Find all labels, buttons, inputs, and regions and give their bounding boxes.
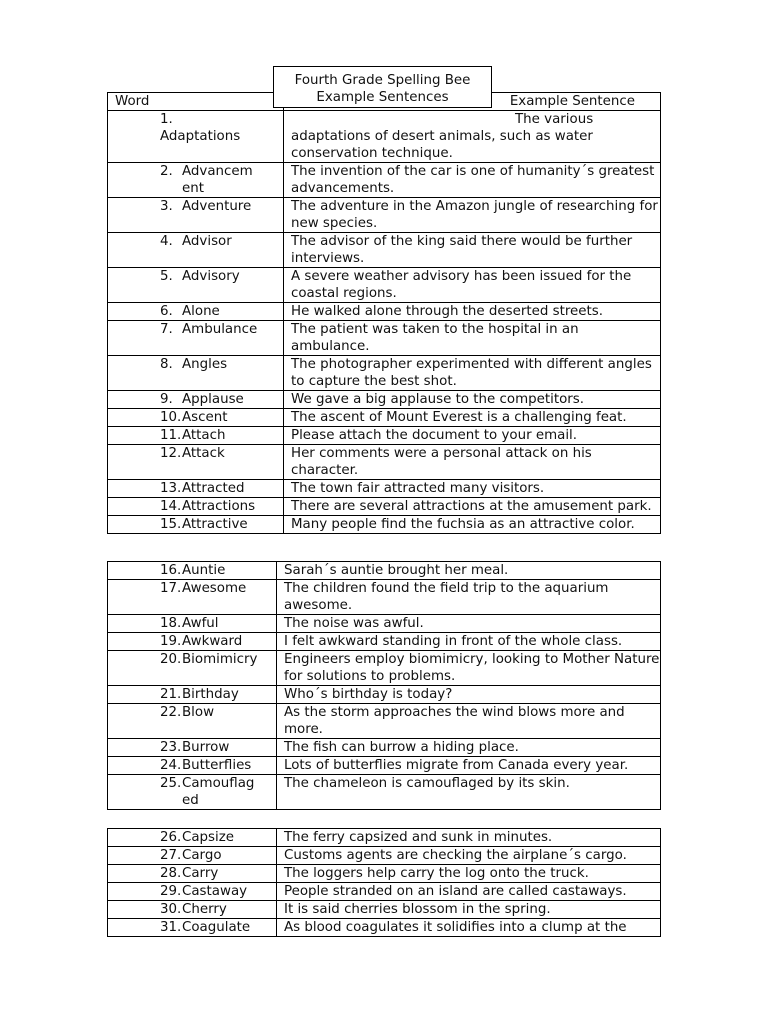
spelling-table-1-body xyxy=(108,93,661,534)
table-row xyxy=(108,865,661,883)
spelling-word: Adaptations xyxy=(160,129,241,144)
spelling-word: Attack xyxy=(182,446,225,461)
example-sentence: The ascent of Mount Everest is a challenging feat. xyxy=(291,410,627,425)
word-number: 2. xyxy=(160,164,173,179)
sentence-cell xyxy=(284,480,661,498)
word-cell xyxy=(108,268,284,303)
sentence-cell xyxy=(277,919,661,937)
sentence-cell xyxy=(277,829,661,847)
sentence-cell xyxy=(284,233,661,268)
word-cell xyxy=(108,901,277,919)
table-row xyxy=(108,391,661,409)
spelling-word: Coagulate xyxy=(182,920,251,935)
table-row xyxy=(108,580,661,615)
document-title-box xyxy=(273,66,492,108)
word-number: 31. xyxy=(160,920,182,935)
word-cell xyxy=(108,163,284,198)
word-number: 17. xyxy=(160,581,182,596)
word-number: 5. xyxy=(160,269,173,284)
example-sentence-start: The various xyxy=(515,112,594,127)
table-row xyxy=(108,480,661,498)
sentence-cell xyxy=(277,775,661,810)
word-cell xyxy=(108,775,277,810)
example-sentence: The photographer experimented with different angles to capture the best shot. xyxy=(291,357,652,389)
spelling-table-2-body xyxy=(108,562,661,810)
sentence-cell xyxy=(284,498,661,516)
word-number: 14. xyxy=(160,499,182,514)
word-number: 27. xyxy=(160,848,182,863)
word-number: 13. xyxy=(160,481,182,496)
sentence-cell xyxy=(277,757,661,775)
example-sentence: Her comments were a personal attack on his character. xyxy=(291,446,592,478)
spelling-word: Ascent xyxy=(182,410,228,425)
example-sentence: I felt awkward standing in front of the whole class. xyxy=(284,634,623,649)
sentence-cell xyxy=(277,739,661,757)
example-sentence: The patient was taken to the hospital in an ambulance. xyxy=(291,322,579,354)
table-row xyxy=(108,233,661,268)
sentence-cell xyxy=(284,198,661,233)
word-cell xyxy=(108,615,277,633)
table-row xyxy=(108,445,661,480)
table-row xyxy=(108,268,661,303)
word-number: 22. xyxy=(160,705,182,720)
table-row xyxy=(108,356,661,391)
word-number: 6. xyxy=(160,304,173,319)
sentence-cell xyxy=(277,633,661,651)
word-number: 12. xyxy=(160,446,182,461)
spelling-word: Angles xyxy=(182,357,228,372)
sentence-cell xyxy=(284,268,661,303)
sentence-cell xyxy=(284,321,661,356)
word-number: 21. xyxy=(160,687,182,702)
word-cell xyxy=(108,111,284,163)
example-sentence: We gave a big applause to the competitors. xyxy=(291,392,585,407)
table-row xyxy=(108,704,661,739)
example-sentence: Lots of butterflies migrate from Canada every year. xyxy=(284,758,629,773)
word-number: 29. xyxy=(160,884,182,899)
word-number: 4. xyxy=(160,234,173,249)
spelling-word: Attractions xyxy=(182,499,256,514)
table-row xyxy=(108,516,661,534)
example-sentence: The invention of the car is one of humanity´s greatest advancements. xyxy=(291,164,655,196)
example-sentence: adaptations of desert animals, such as water conservation technique. xyxy=(291,129,593,161)
word-number: 15. xyxy=(160,517,182,532)
word-cell xyxy=(108,883,277,901)
word-number: 1. xyxy=(160,112,173,127)
table-row xyxy=(108,847,661,865)
example-sentence: Customs agents are checking the airplane´s cargo. xyxy=(284,848,627,863)
sentence-cell xyxy=(277,562,661,580)
table-row xyxy=(108,427,661,445)
example-sentence: The chameleon is camouflaged by its skin. xyxy=(284,776,570,791)
sentence-cell xyxy=(277,901,661,919)
spelling-word: Advancement xyxy=(182,164,253,196)
spelling-word: Cherry xyxy=(182,902,227,917)
spelling-word: Ambulance xyxy=(182,322,258,337)
word-number: 16. xyxy=(160,563,182,578)
sentence-cell xyxy=(277,580,661,615)
word-cell xyxy=(108,829,277,847)
sentence-cell xyxy=(284,409,661,427)
word-number: 24. xyxy=(160,758,182,773)
example-sentence: As blood coagulates it solidifies into a clump at the xyxy=(284,920,627,935)
sentence-cell xyxy=(284,391,661,409)
word-cell xyxy=(108,303,284,321)
table-row xyxy=(108,829,661,847)
table-row xyxy=(108,111,661,163)
example-sentence: He walked alone through the deserted streets. xyxy=(291,304,604,319)
example-sentence: Please attach the document to your email. xyxy=(291,428,578,443)
word-cell xyxy=(108,686,277,704)
example-sentence: Engineers employ biomimicry, looking to Mother Nature for solutions to problems. xyxy=(284,652,660,684)
sentence-cell xyxy=(277,847,661,865)
spelling-word: Cargo xyxy=(182,848,222,863)
word-cell xyxy=(108,704,277,739)
spelling-word: Biomimicry xyxy=(182,652,258,667)
table-row xyxy=(108,739,661,757)
example-sentence: The town fair attracted many visitors. xyxy=(291,481,545,496)
example-sentence: The loggers help carry the log onto the truck. xyxy=(284,866,589,881)
spelling-word: Awesome xyxy=(182,581,247,596)
word-cell xyxy=(108,919,277,937)
example-sentence: The adventure in the Amazon jungle of researching for new species. xyxy=(291,199,658,231)
table-row xyxy=(108,633,661,651)
example-sentence: The children found the field trip to the aquarium awesome. xyxy=(284,581,609,613)
spelling-table-2 xyxy=(107,561,661,810)
sentence-cell xyxy=(284,111,661,163)
sentence-cell xyxy=(284,427,661,445)
word-number: 30. xyxy=(160,902,182,917)
word-cell xyxy=(108,198,284,233)
table-row xyxy=(108,198,661,233)
word-cell xyxy=(108,391,284,409)
example-sentence: The ferry capsized and sunk in minutes. xyxy=(284,830,553,845)
word-number: 23. xyxy=(160,740,182,755)
example-sentence: As the storm approaches the wind blows more and more. xyxy=(284,705,625,737)
word-cell xyxy=(108,865,277,883)
example-sentence: The advisor of the king said there would be further interviews. xyxy=(291,234,633,266)
spelling-word: Capsize xyxy=(182,830,235,845)
spelling-table-3-body xyxy=(108,829,661,937)
word-number: 26. xyxy=(160,830,182,845)
table-row xyxy=(108,883,661,901)
sentence-cell xyxy=(284,516,661,534)
spelling-word: Burrow xyxy=(182,740,230,755)
spelling-word: Auntie xyxy=(182,563,226,578)
spelling-word: Carry xyxy=(182,866,219,881)
table-row xyxy=(108,757,661,775)
document-subtitle: Example Sentences xyxy=(316,90,449,105)
table-row xyxy=(108,163,661,198)
spelling-word: Attracted xyxy=(182,481,245,496)
spelling-word: Advisory xyxy=(182,269,240,284)
example-sentence: It is said cherries blossom in the spring. xyxy=(284,902,551,917)
word-number: 18. xyxy=(160,616,182,631)
word-cell xyxy=(108,580,277,615)
sentence-cell xyxy=(277,651,661,686)
word-number: 9. xyxy=(160,392,173,407)
word-number: 3. xyxy=(160,199,173,214)
word-number: 11. xyxy=(160,428,182,443)
word-cell xyxy=(108,356,284,391)
word-number: 19. xyxy=(160,634,182,649)
spelling-word: Awful xyxy=(182,616,219,631)
table-row xyxy=(108,409,661,427)
sentence-cell xyxy=(277,704,661,739)
word-cell xyxy=(108,498,284,516)
word-cell xyxy=(108,847,277,865)
example-sentence: Sarah´s auntie brought her meal. xyxy=(284,563,509,578)
table-row xyxy=(108,498,661,516)
word-cell xyxy=(108,233,284,268)
word-number: 20. xyxy=(160,652,182,667)
sentence-cell xyxy=(277,883,661,901)
spelling-word: Adventure xyxy=(182,199,252,214)
spelling-word: Camouflaged xyxy=(182,776,255,808)
example-sentence: A severe weather advisory has been issued for the coastal regions. xyxy=(291,269,632,301)
example-sentence: The noise was awful. xyxy=(284,616,424,631)
spelling-word: Castaway xyxy=(182,884,248,899)
word-number: 8. xyxy=(160,357,173,372)
word-cell xyxy=(108,480,284,498)
spelling-word: Attach xyxy=(182,428,226,443)
spelling-word: Attractive xyxy=(182,517,248,532)
word-number: 25. xyxy=(160,776,182,791)
sentence-cell xyxy=(284,445,661,480)
table-row xyxy=(108,901,661,919)
sentence-cell xyxy=(284,303,661,321)
header-word-label: Word xyxy=(115,94,150,109)
word-number: 10. xyxy=(160,410,182,425)
header-word-cell xyxy=(108,93,284,111)
table-row xyxy=(108,562,661,580)
table-row xyxy=(108,303,661,321)
sentence-cell xyxy=(277,615,661,633)
word-cell xyxy=(108,651,277,686)
spelling-table-3 xyxy=(107,828,661,937)
example-sentence: The fish can burrow a hiding place. xyxy=(284,740,519,755)
sentence-cell xyxy=(284,356,661,391)
sentence-cell xyxy=(277,865,661,883)
word-cell xyxy=(108,445,284,480)
spelling-word: Blow xyxy=(182,705,215,720)
example-sentence: Many people find the fuchsia as an attractive color. xyxy=(291,517,635,532)
table-row xyxy=(108,321,661,356)
example-sentence: People stranded on an island are called castaways. xyxy=(284,884,627,899)
spelling-word: Advisor xyxy=(182,234,232,249)
table-row xyxy=(108,686,661,704)
word-cell xyxy=(108,633,277,651)
spelling-word: Butterflies xyxy=(182,758,252,773)
spelling-word: Alone xyxy=(182,304,220,319)
word-cell xyxy=(108,427,284,445)
example-sentence: Who´s birthday is today? xyxy=(284,687,453,702)
sentence-cell xyxy=(277,686,661,704)
spelling-word: Birthday xyxy=(182,687,239,702)
word-cell xyxy=(108,562,277,580)
word-cell xyxy=(108,739,277,757)
spelling-table-1 xyxy=(107,92,661,534)
table-row xyxy=(108,919,661,937)
sentence-cell xyxy=(284,163,661,198)
table-row xyxy=(108,775,661,810)
table-row xyxy=(108,651,661,686)
word-number: 7. xyxy=(160,322,173,337)
document-title: Fourth Grade Spelling Bee xyxy=(294,73,471,88)
example-sentence: There are several attractions at the amusement park. xyxy=(291,499,652,514)
word-number: 28. xyxy=(160,866,182,881)
table-row xyxy=(108,615,661,633)
word-cell xyxy=(108,409,284,427)
spelling-word: Applause xyxy=(182,392,244,407)
word-cell xyxy=(108,757,277,775)
word-cell xyxy=(108,516,284,534)
word-cell xyxy=(108,321,284,356)
header-sentence-label: Example Sentence xyxy=(509,94,635,109)
spelling-word: Awkward xyxy=(182,634,243,649)
